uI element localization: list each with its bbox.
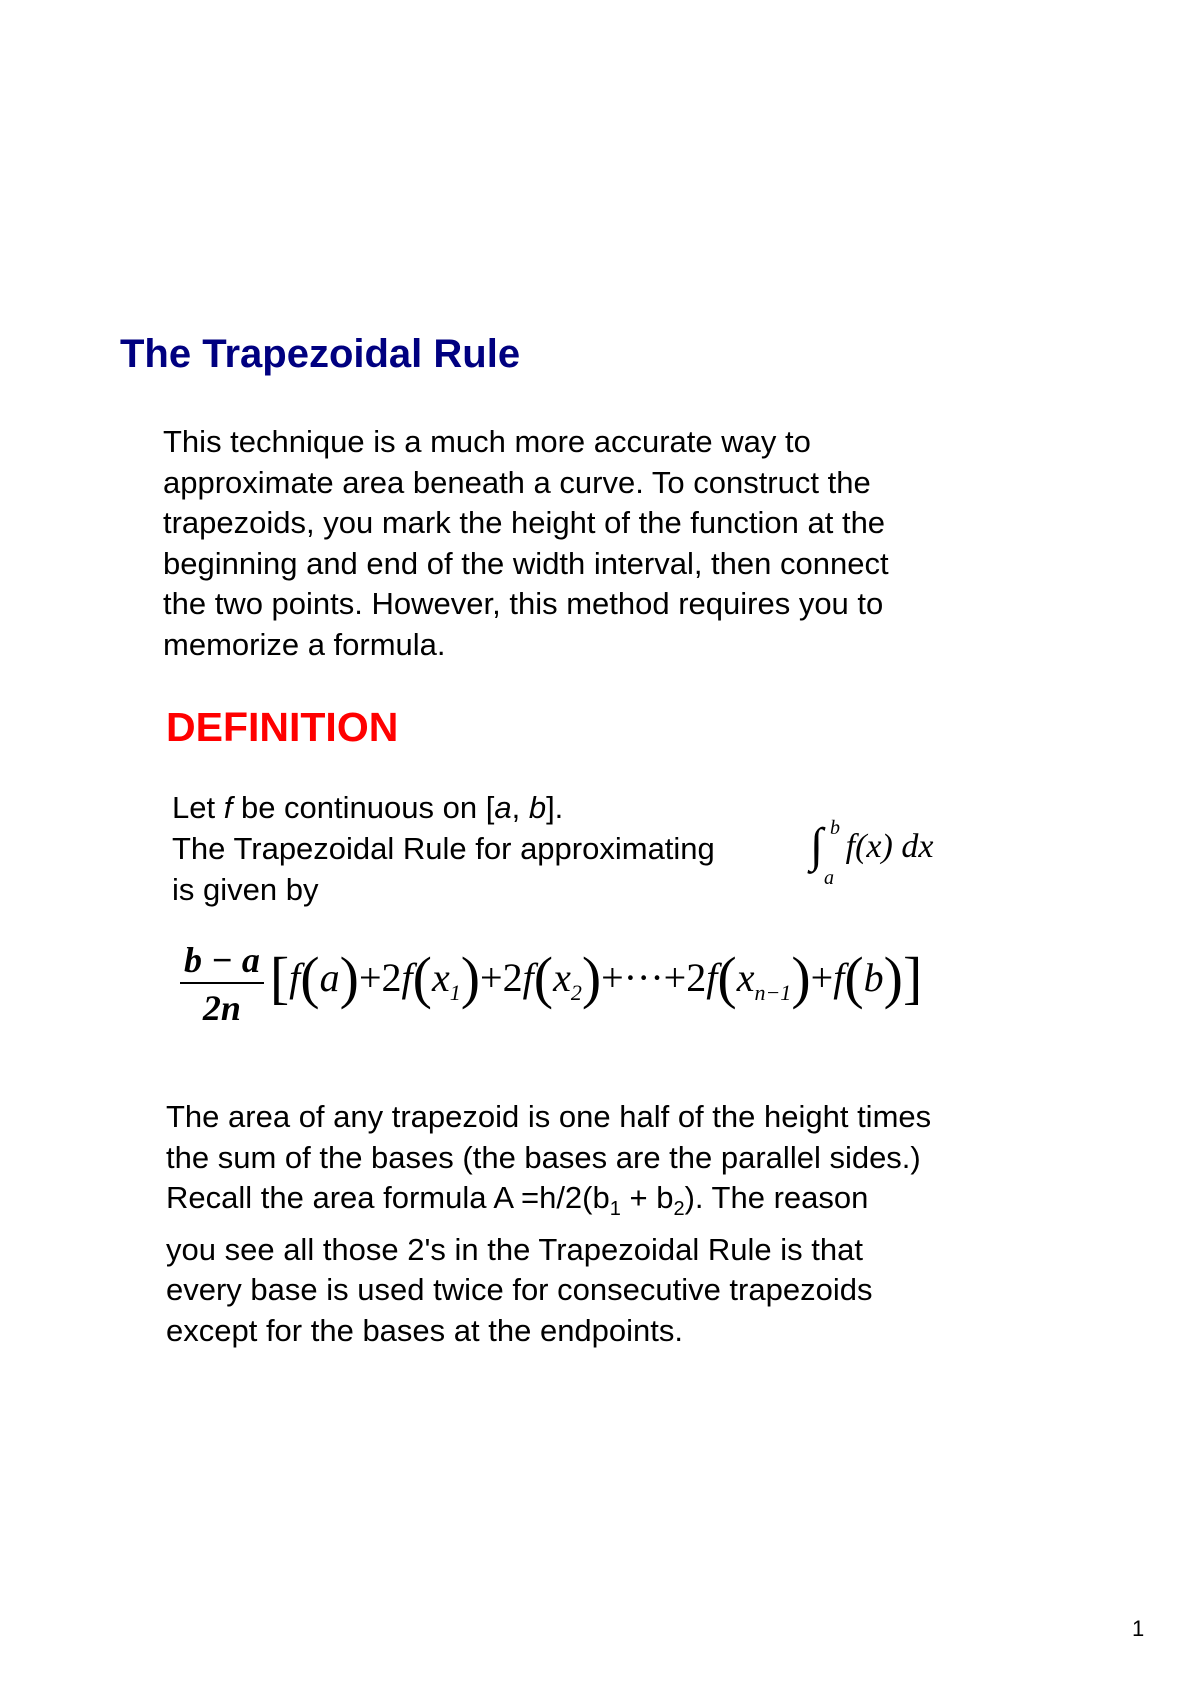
subscript: 2 <box>673 1198 685 1221</box>
term-function: f <box>706 954 718 1000</box>
area-line: The area of any trapezoid is one half of the height times <box>166 1099 932 1134</box>
term-argument: b <box>863 954 884 1000</box>
paren: ( <box>717 944 737 1010</box>
term-argument: x <box>736 954 755 1000</box>
intro-line: the two points. However, this method requires you to <box>163 586 884 621</box>
bracket-expression <box>269 944 923 1023</box>
term-subscript: 2 <box>570 979 582 1005</box>
term-function: f <box>833 954 845 1000</box>
term-argument: a <box>319 954 340 1000</box>
area-line-formula <box>166 1178 931 1230</box>
right-bracket: ] <box>902 944 923 1010</box>
variable-f: f <box>223 790 233 825</box>
term-prefix: +2 <box>480 954 523 1000</box>
term-subscript: n−1 <box>754 979 792 1005</box>
definition-line-continuity <box>172 787 715 828</box>
fraction-numerator: b − a <box>180 940 264 984</box>
paren: ) <box>460 944 481 1010</box>
term-function: f <box>401 954 413 1000</box>
paren: ) <box>883 944 903 1010</box>
paren: ) <box>581 944 602 1010</box>
area-paragraph <box>166 1097 931 1351</box>
definition-body <box>172 787 715 910</box>
intro-line: beginning and end of the width interval, then connect <box>163 545 889 581</box>
left-bracket: [ <box>269 944 290 1010</box>
intro-line: approximate area beneath a curve. To construct the <box>163 464 871 500</box>
trapezoidal-formula <box>180 940 922 1030</box>
intro-line: trapezoids, you mark the height of the function at the <box>163 505 886 540</box>
area-line: the sum of the bases (the bases are the parallel sides.) <box>166 1139 921 1175</box>
term-function: f <box>522 954 534 1000</box>
term-argument: x <box>553 954 571 1000</box>
area-line: every base is used twice for consecutive trapezoids <box>166 1272 873 1308</box>
fraction-denominator: 2n <box>202 988 241 1028</box>
term-function: f <box>289 954 301 1000</box>
term-prefix: +2 <box>358 954 402 1000</box>
page-number: 1 <box>1132 1616 1145 1641</box>
integral-lower-limit: a <box>824 867 834 889</box>
term-prefix: +···+2 <box>601 954 707 1000</box>
area-line: you see all those 2's in the Trapezoidal Rule is that <box>166 1231 863 1267</box>
variable-b: b <box>528 790 547 825</box>
term-argument: x <box>431 954 450 1000</box>
subscript: 1 <box>609 1198 621 1221</box>
variable-a: a <box>494 790 512 825</box>
integral-upper-limit: b <box>830 817 840 839</box>
text-fragment: , <box>511 790 529 825</box>
text-fragment: + b <box>620 1180 674 1215</box>
integrand: f(x) dx <box>845 828 934 865</box>
text-fragment: Recall the area formula A =h/2(b <box>166 1180 610 1215</box>
definition-line-given: is given by <box>172 872 319 907</box>
definition-line-rule: The Trapezoidal Rule for approximating <box>172 831 715 866</box>
paren: ( <box>412 944 432 1010</box>
page-title: The Trapezoidal Rule <box>120 332 521 376</box>
formula-fraction <box>180 940 264 1030</box>
text-fragment: ]. <box>546 790 564 825</box>
paren: ) <box>339 944 359 1010</box>
intro-line: This technique is a much more accurate way to <box>163 424 811 459</box>
text-fragment: be continuous on [ <box>232 790 495 825</box>
text-fragment: Let <box>172 790 224 825</box>
paren: ) <box>791 944 811 1010</box>
paren: ( <box>300 944 320 1010</box>
paren: ( <box>844 944 864 1010</box>
intro-line: memorize a formula. <box>163 626 446 662</box>
intro-paragraph <box>163 422 889 665</box>
area-line: except for the bases at the endpoints. <box>166 1312 684 1348</box>
term-subscript: 1 <box>449 979 461 1005</box>
text-fragment: ). The reason <box>684 1180 869 1215</box>
integral-sign-icon: ∫ <box>810 819 824 872</box>
paren: ( <box>533 944 554 1010</box>
term-prefix: + <box>810 954 834 1000</box>
integral-expression <box>810 817 934 889</box>
definition-heading: DEFINITION <box>166 704 399 750</box>
